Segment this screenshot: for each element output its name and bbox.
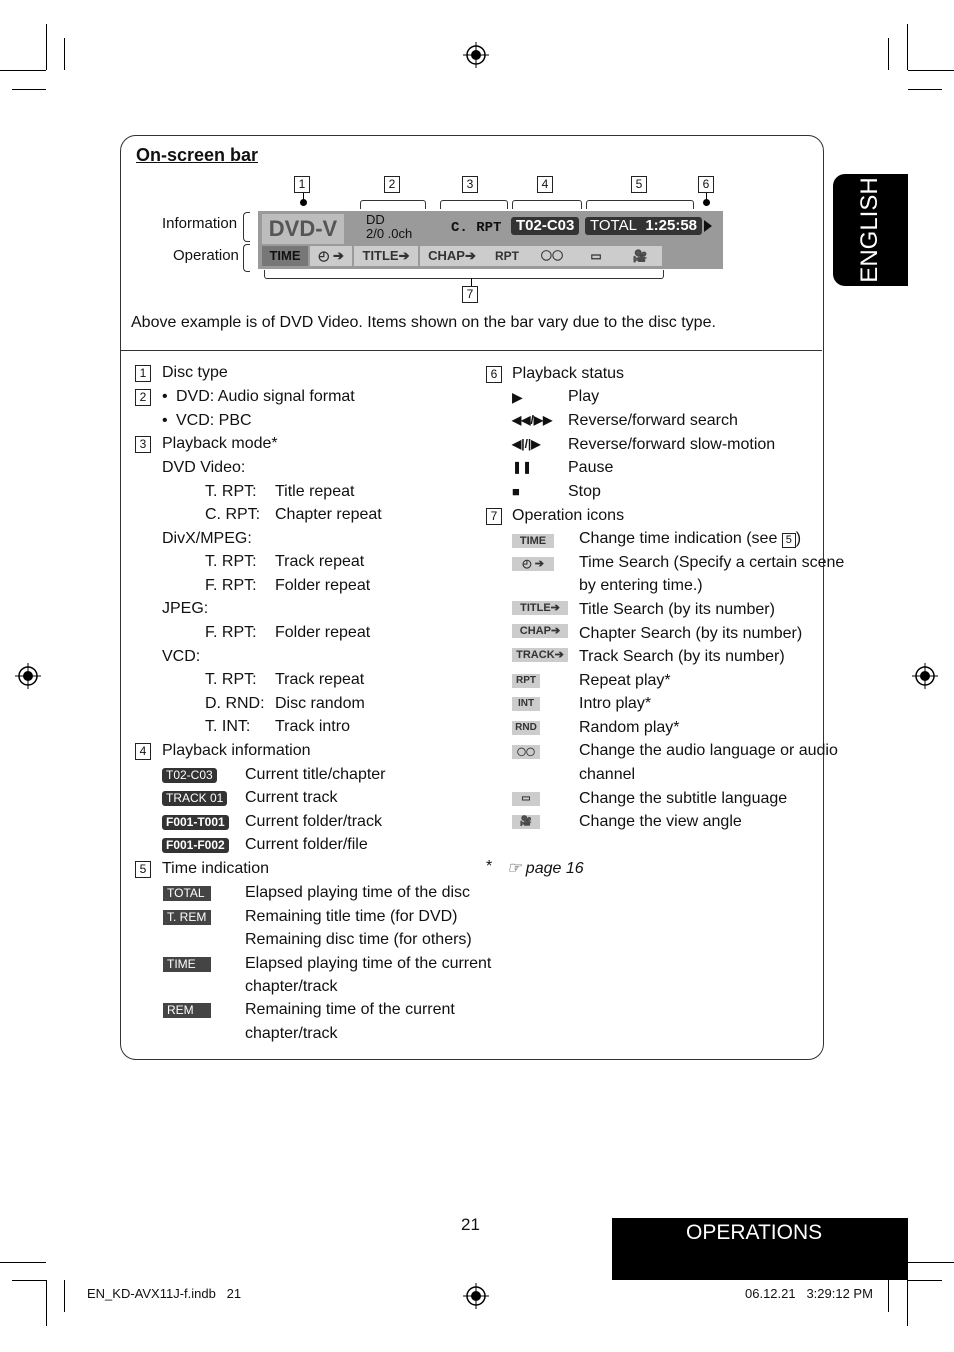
- bar-number: 7: [462, 286, 478, 303]
- info-badge: F001-F002: [162, 838, 229, 853]
- bracket: [243, 244, 250, 272]
- crop-mark: [0, 1262, 46, 1263]
- section-tab: [612, 1218, 908, 1280]
- mode-desc: Track repeat: [275, 553, 365, 570]
- time-desc-cont: Remaining disc time (for others): [245, 931, 472, 948]
- mode-desc: Chapter repeat: [275, 506, 382, 523]
- slow-motion-icon: ◀|/|▶: [512, 437, 541, 451]
- mode-code: T. INT:: [205, 718, 251, 735]
- op-angle-icon[interactable]: 🎥: [618, 246, 662, 266]
- time-badge: TIME: [163, 957, 211, 972]
- crop-mark: [908, 89, 942, 90]
- bracket: [586, 200, 694, 209]
- disc-type-heading: Disc type: [162, 364, 228, 381]
- crop-mark: [64, 38, 65, 70]
- divx-label: DivX/MPEG:: [162, 530, 252, 547]
- mode-code: T. RPT:: [205, 671, 257, 688]
- registration-mark-icon: [463, 42, 489, 68]
- crop-mark: [0, 70, 46, 71]
- registration-mark-icon: [15, 663, 41, 689]
- item-number: 7: [486, 508, 502, 525]
- angle-icon: 🎥: [512, 815, 540, 829]
- track-search-icon: TRACK➔: [512, 648, 568, 662]
- total-time-badge: [585, 217, 702, 235]
- disc-type: DVD-V: [268, 216, 338, 241]
- pointer-line: [303, 193, 304, 201]
- vcd-label: VCD:: [162, 648, 201, 665]
- item-number: 1: [135, 365, 151, 382]
- bullet: •: [162, 412, 168, 429]
- op-desc: Intro play*: [579, 695, 652, 712]
- time-search-icon: ◴ ➔: [512, 557, 554, 571]
- mode-code: T. RPT:: [205, 483, 257, 500]
- time-desc: Remaining title time (for DVD): [245, 908, 458, 925]
- audio-format-line2: 2/0 .0ch: [366, 226, 413, 241]
- playback-info-heading: Playback information: [162, 742, 311, 759]
- time-desc-cont: chapter/track: [245, 1025, 338, 1042]
- bar-number: 1: [294, 176, 310, 193]
- playback-status-heading: Playback status: [512, 365, 625, 382]
- bar-number: 4: [537, 176, 553, 193]
- title-search-icon: TITLE➔: [512, 601, 568, 615]
- jpeg-label: JPEG:: [162, 600, 209, 617]
- time-badge: T. REM: [163, 910, 211, 925]
- pointer-line: [471, 278, 472, 286]
- item-number: 5: [782, 533, 796, 548]
- op-desc: Change the audio language or audio: [579, 742, 838, 759]
- footnote-ref: ☞ page 16: [507, 860, 584, 877]
- disc-type-badge: [262, 214, 344, 244]
- op-desc: Track Search (by its number): [579, 648, 785, 665]
- info-badge: TRACK 01: [162, 791, 227, 806]
- mode-desc: Track intro: [275, 718, 350, 735]
- op-desc-cont: by entering time.): [579, 577, 703, 594]
- time-badge: TOTAL: [163, 886, 211, 901]
- time-indication-heading: Time indication: [162, 860, 270, 877]
- item-number: 5: [135, 861, 151, 878]
- bar-caption: Above example is of DVD Video. Items shown on the bar vary due to the disc type.: [131, 314, 716, 331]
- bracket: [264, 270, 664, 279]
- crop-mark: [908, 70, 954, 71]
- status-desc: Reverse/forward search: [568, 412, 738, 429]
- mode-desc: Disc random: [275, 695, 365, 712]
- operation-row: [262, 246, 658, 266]
- info-desc: Current folder/file: [245, 836, 368, 853]
- time-desc: Elapsed playing time of the current: [245, 955, 492, 972]
- crop-mark: [12, 1280, 46, 1281]
- chapter-search-icon: CHAP➔: [512, 624, 568, 638]
- time-desc: Elapsed playing time of the disc: [245, 884, 471, 901]
- op-subtitle-icon[interactable]: ▭: [574, 246, 618, 266]
- status-desc: Reverse/forward slow-motion: [568, 436, 776, 453]
- bracket: [360, 200, 426, 209]
- crop-mark: [64, 1280, 65, 1312]
- crop-mark: [46, 24, 47, 70]
- play-icon: ▶: [512, 389, 523, 405]
- crop-mark: [908, 1280, 942, 1281]
- status-desc: Pause: [568, 459, 614, 476]
- bracket: [243, 212, 250, 242]
- op-desc-cont: channel: [579, 766, 636, 783]
- language-tab-label: ENGLISH: [856, 177, 883, 283]
- op-desc: Random play*: [579, 719, 680, 736]
- intro-icon: INT: [512, 697, 540, 711]
- registration-mark-icon: [912, 663, 938, 689]
- op-desc: Chapter Search (by its number): [579, 625, 803, 642]
- time-icon: TIME: [512, 534, 554, 548]
- info-desc: Current folder/track: [245, 813, 382, 830]
- playback-mode: C. RPT: [451, 220, 502, 236]
- operation-label: Operation: [173, 247, 239, 264]
- item-number: 3: [135, 436, 151, 453]
- crop-mark: [46, 1280, 47, 1326]
- playback-mode-heading: Playback mode*: [162, 435, 278, 452]
- crop-mark: [888, 1280, 889, 1312]
- time-desc: Remaining time of the current: [245, 1001, 455, 1018]
- mode-desc: Title repeat: [275, 483, 355, 500]
- status-desc: Stop: [568, 483, 601, 500]
- op-desc: Repeat play*: [579, 672, 671, 689]
- op-repeat-icon[interactable]: RPT: [484, 246, 530, 266]
- op-desc: Change the subtitle language: [579, 790, 788, 807]
- repeat-icon: RPT: [512, 674, 540, 688]
- bracket: [440, 200, 508, 209]
- mode-desc: Folder repeat: [275, 624, 371, 641]
- info-desc: Current track: [245, 789, 338, 806]
- crop-mark: [888, 38, 889, 70]
- mode-code: F. RPT:: [205, 624, 257, 641]
- item-number: 6: [486, 366, 502, 383]
- footnote-star: *: [486, 858, 493, 875]
- crop-mark: [907, 1280, 908, 1326]
- audio-format: [366, 213, 412, 241]
- on-screen-bar: [258, 211, 723, 269]
- info-desc: Current title/chapter: [245, 766, 386, 783]
- total-label: TOTAL: [590, 217, 637, 234]
- mode-code: T. RPT:: [205, 553, 257, 570]
- random-icon: RND: [512, 721, 540, 735]
- time-desc-cont: chapter/track: [245, 978, 338, 995]
- crop-mark: [907, 24, 908, 70]
- bar-number: 6: [698, 176, 714, 193]
- audio-format-line1: DD: [366, 212, 385, 227]
- mode-code: C. RPT:: [205, 506, 261, 523]
- mode-desc: Track repeat: [275, 671, 365, 688]
- vcd-pbc-text: VCD: PBC: [176, 412, 252, 429]
- panel-divider: [121, 350, 822, 351]
- registration-mark-icon: [463, 1283, 489, 1309]
- mode-code: D. RND:: [205, 695, 265, 712]
- op-desc-text: Change time indication (see: [579, 530, 782, 547]
- audio-icon: ◯◯: [512, 745, 540, 759]
- page-number: 21: [461, 1215, 480, 1234]
- crop-mark: [12, 89, 46, 90]
- item-number: 2: [135, 389, 151, 406]
- time-badge: REM: [163, 1003, 211, 1018]
- bullet: •: [162, 388, 168, 405]
- item-number: 4: [135, 743, 151, 760]
- mode-code: F. RPT:: [205, 577, 257, 594]
- mode-desc: Folder repeat: [275, 577, 371, 594]
- pause-icon: ❚❚: [512, 460, 533, 474]
- subtitle-icon: ▭: [512, 792, 540, 806]
- total-time: 1:25:58: [645, 217, 698, 234]
- language-tab: [833, 174, 908, 286]
- play-icon: [704, 220, 712, 232]
- op-audio-icon[interactable]: ◯◯: [530, 246, 574, 266]
- info-badge: F001-T001: [162, 815, 229, 830]
- op-desc-text: ): [795, 530, 802, 547]
- crop-mark: [908, 1262, 954, 1263]
- op-time-search-icon[interactable]: ◴ ➔: [310, 246, 352, 266]
- pointer-line: [706, 193, 707, 201]
- op-desc: [579, 530, 801, 548]
- footer-date: 06.12.21 3:29:12 PM: [745, 1286, 873, 1301]
- status-desc: Play: [568, 388, 600, 405]
- panel-title: On-screen bar: [136, 145, 259, 165]
- footer-file: EN_KD-AVX11J-f.indb 21: [87, 1286, 242, 1301]
- bar-number: 5: [631, 176, 647, 193]
- stop-icon: ■: [512, 484, 520, 499]
- bracket: [512, 200, 582, 209]
- search-icon: ◀◀/▶▶: [512, 413, 553, 427]
- op-title-search-icon[interactable]: TITLE➔: [354, 246, 418, 266]
- operation-icons-heading: Operation icons: [512, 507, 625, 524]
- bar-number: 3: [462, 176, 478, 193]
- op-desc: Time Search (Specify a certain scene: [579, 554, 845, 571]
- op-chapter-search-icon[interactable]: CHAP➔: [420, 246, 484, 266]
- section-title: OPERATIONS: [686, 1221, 823, 1244]
- op-desc: Title Search (by its number): [579, 601, 775, 618]
- title-chapter-badge: T02-C03: [511, 217, 579, 235]
- op-time-icon[interactable]: TIME: [262, 246, 308, 266]
- op-desc: Change the view angle: [579, 813, 742, 830]
- info-badge: T02-C03: [162, 768, 217, 783]
- information-label: Information: [162, 215, 238, 232]
- dvd-video-label: DVD Video:: [162, 459, 246, 476]
- dvd-audio-text: DVD: Audio signal format: [176, 388, 355, 405]
- bar-number: 2: [384, 176, 400, 193]
